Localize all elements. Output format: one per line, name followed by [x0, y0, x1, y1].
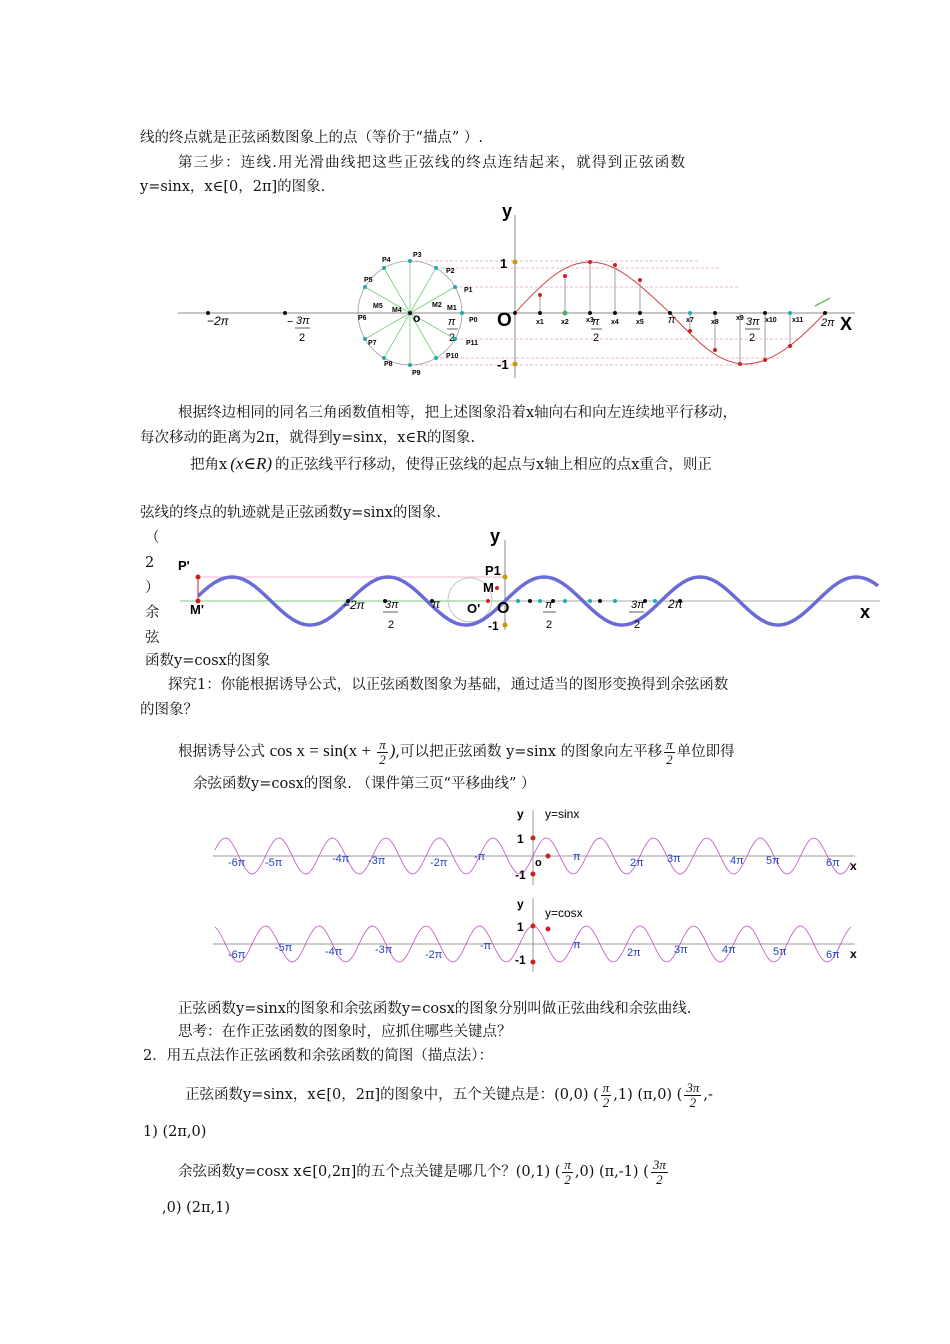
text-line: 2．用五点法作正弦函数和余弦函数的简图（描点法）：: [143, 1048, 493, 1064]
frac-num: 3π: [652, 1156, 666, 1172]
tick-1: 1: [517, 832, 524, 846]
tick-3pi: 3π: [296, 315, 310, 327]
formula: ): [389, 741, 396, 760]
point-label: P5: [364, 277, 373, 284]
cos-label: y=cosx: [545, 906, 583, 920]
tick: -2π: [425, 949, 443, 961]
point-label: P6: [358, 315, 367, 322]
y-axis-label: y: [490, 526, 501, 546]
frac-den: 2: [564, 1171, 571, 1187]
x-label: x9: [736, 315, 744, 322]
tick-2: 2: [449, 332, 456, 344]
text-line: [178, 1152, 670, 1192]
x-label: x: [850, 859, 857, 873]
text-line: [185, 1075, 713, 1115]
text-span: 根据诱导公式: [178, 744, 265, 760]
x-label: x: [850, 947, 857, 961]
tick: -2π: [430, 857, 448, 869]
tick-1: 1: [500, 256, 508, 271]
tick: -π: [474, 851, 486, 863]
text-line: 正弦函数y=sinx的图象和余弦函数y=cosx的图象分别叫做正弦曲线和余弦曲线.: [178, 1001, 692, 1017]
char: （: [145, 530, 160, 546]
frac-den: 2: [379, 751, 386, 767]
text-line: 线的终点就是正弦函数图象上的点（等价于“描点” ）.: [140, 130, 484, 146]
tick-3pi-half: 3π: [746, 316, 760, 328]
x-label: x3: [586, 317, 594, 324]
text-span: ,可以把正弦函数 y=sinx 的图象向左平移: [395, 744, 663, 760]
tick-neg-2pi: −2π: [207, 314, 229, 328]
frac-den: 2: [656, 1171, 663, 1187]
text-span: 正弦函数y=sinx，x∈[0，2π]的图象中，五个关键点是：(0,0) (: [185, 1087, 599, 1103]
point-p1: P1: [485, 563, 501, 578]
point-label: P7: [368, 340, 377, 347]
tick: π: [573, 851, 581, 863]
tick-2: 2: [593, 332, 600, 344]
text-span: 余弦函数y=cosx x∈[0,2π]的五个点关键是哪几个？(0,1) (: [178, 1164, 561, 1180]
x-label: x1: [536, 319, 544, 326]
x-label: x5: [636, 319, 644, 326]
frac-den: 2: [666, 751, 673, 767]
circle-center-label: o: [413, 311, 421, 325]
tick-neg1: -1: [515, 868, 526, 882]
point-label: M1: [447, 305, 457, 312]
tick: -5π: [275, 942, 293, 954]
point-label: P8: [384, 361, 393, 368]
tick-pi: π: [432, 597, 441, 611]
tick-2: 2: [749, 332, 756, 344]
tick-2pi: 2π: [821, 317, 835, 329]
tick: 2π: [630, 857, 644, 869]
tick: -4π: [325, 946, 343, 958]
tick: 5π: [773, 946, 787, 958]
char: ）: [145, 580, 160, 596]
x-label: x11: [792, 317, 804, 324]
origin-label: O: [497, 310, 512, 331]
tick: -4π: [332, 853, 350, 865]
frac-num: π: [564, 1156, 571, 1172]
frac-num: π: [379, 736, 386, 752]
text-line: 第三步：连线.用光滑曲线把这些正弦线的终点连结起来，就得到正弦函数: [178, 155, 687, 171]
point-label: P9: [412, 370, 421, 377]
tick-2pi: 2π: [668, 597, 683, 611]
char: 弦: [145, 630, 160, 646]
x-label: x2: [561, 319, 569, 326]
point-p-prime: P': [178, 558, 190, 573]
x-label: x7: [686, 317, 694, 324]
text-line: 根据终边相同的同名三角函数值相等，把上述图象沿着x轴向右和向左连续地平行移动，: [178, 405, 738, 421]
tick: π: [573, 939, 581, 951]
origin-label: O: [497, 600, 510, 617]
o-prime-label: O': [467, 601, 481, 616]
text-line: 1) (2π,0): [143, 1124, 207, 1140]
point-label: P0: [469, 317, 478, 324]
text-span: 单位即得: [676, 744, 735, 760]
tick: -6π: [228, 857, 246, 869]
point-label: P4: [382, 257, 391, 264]
tick: 2π: [627, 947, 641, 959]
frac-den: 2: [689, 1094, 697, 1110]
y-label: y: [517, 897, 524, 911]
text-span: ,0) (π,-1) (: [574, 1164, 649, 1180]
tick: 5π: [766, 855, 780, 867]
text-line: y=sinx，x∈[0，2π]的图象.: [140, 179, 326, 195]
y-label: y: [517, 807, 524, 821]
frac-den: 2: [602, 1094, 610, 1110]
y-axis-label: y: [502, 201, 513, 221]
tick: 6π: [826, 857, 840, 869]
tick: 3π: [674, 944, 688, 956]
tick-pi-half: π: [448, 316, 456, 328]
tick-2: 2: [634, 619, 641, 631]
point-label: M4: [392, 307, 402, 314]
tick-neg: −: [287, 316, 294, 328]
x-axis-label: X: [840, 314, 853, 334]
text-span: 的正弦线平行移动，使得正弦线的起点与x轴上相应的点x重合，则正: [275, 457, 712, 473]
text-line: 弦线的终点的轨迹就是正弦函数y=sinx的图象.: [140, 505, 442, 521]
tick-3pi-half: 3π: [631, 599, 645, 611]
tick-neg1: -1: [515, 953, 526, 967]
char: 2: [145, 555, 155, 571]
frac-num: π: [666, 736, 673, 752]
tick-pi-half: π: [592, 316, 600, 328]
frac-num: π: [602, 1079, 610, 1095]
text-line: 函数y=cosx的图象: [145, 653, 271, 669]
text-line: 探究1：你能根据诱导公式，以正弦函数图象为基础，通过适当的图形变换得到余弦函数: [168, 677, 729, 693]
text-line: 的图象？: [140, 702, 198, 718]
point-label: M2: [432, 302, 442, 309]
tick-pi: π: [668, 314, 676, 326]
tick-3pi: 3π: [385, 599, 399, 611]
frac-num: 3π: [686, 1079, 700, 1095]
tick-neg-2pi: −2π: [343, 598, 365, 612]
tick-pi-half: π: [545, 599, 553, 611]
tick-1: 1: [517, 920, 524, 934]
point-label: P2: [446, 268, 455, 275]
text-line: ,0) (2π,1): [162, 1200, 231, 1216]
point-m-prime: M': [190, 602, 204, 617]
text-line: 余弦函数y=cosx的图象. （课件第三页“平移曲线” ）: [193, 776, 536, 792]
tick: 3π: [667, 853, 681, 865]
x-label: x4: [611, 319, 619, 326]
tick: -6π: [228, 949, 246, 961]
x-label: x10: [765, 317, 777, 324]
text-span: 把角x: [190, 457, 228, 473]
x-label: x8: [711, 319, 719, 326]
tick-2: 2: [546, 619, 553, 631]
tick: 4π: [730, 855, 744, 867]
origin-label: o: [535, 857, 542, 869]
point-label: P11: [466, 340, 479, 347]
tick: -3π: [368, 855, 386, 867]
tick-neg1: -1: [488, 619, 499, 633]
char: 余: [145, 605, 160, 621]
tick: -5π: [265, 857, 283, 869]
formula: cos x = sin(x +: [269, 741, 376, 760]
tick-neg1: -1: [497, 357, 509, 372]
text-line: 每次移动的距离为2π，就得到y=sinx，x∈R的图象.: [140, 430, 476, 446]
point-label: M5: [373, 303, 383, 310]
text-span: ,1) (π,0) (: [613, 1087, 683, 1103]
math-expr: (x∈R): [230, 454, 273, 473]
sin-label: y=sinx: [545, 807, 580, 821]
tick: 4π: [722, 944, 736, 956]
point-label: P1: [464, 287, 473, 294]
tick-2: 2: [388, 619, 395, 631]
tick: -π: [480, 940, 492, 952]
text-span: ,-: [703, 1087, 713, 1103]
tick-2: 2: [299, 332, 306, 344]
x-axis-label: x: [860, 602, 871, 622]
tick: 6π: [826, 949, 840, 961]
text-line: 思考：在作正弦函数的图象时，应抓住哪些关键点？: [178, 1024, 512, 1040]
point-m: M: [483, 580, 494, 595]
point-label: P10: [446, 353, 459, 360]
point-label: P3: [413, 252, 422, 259]
tick: -3π: [375, 944, 393, 956]
